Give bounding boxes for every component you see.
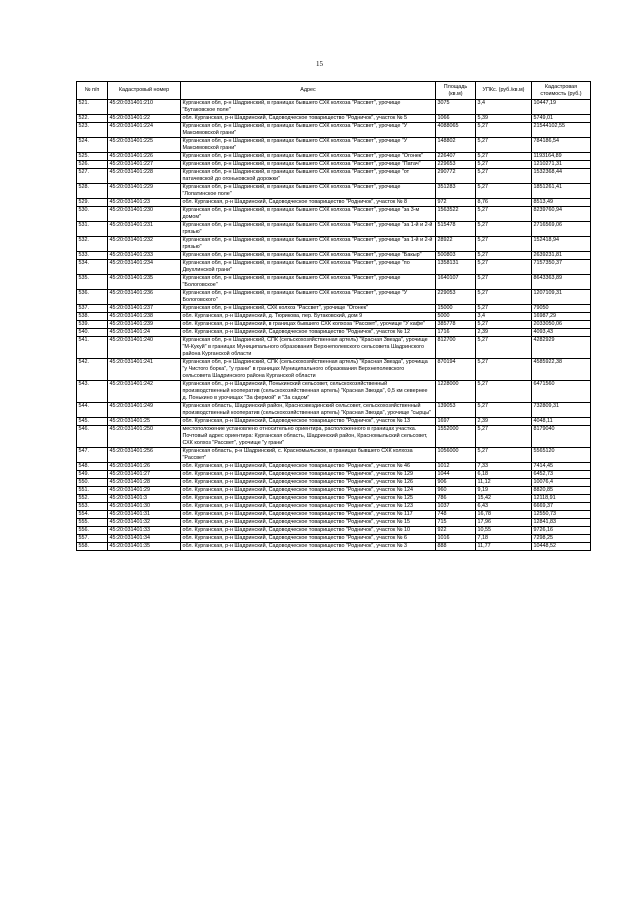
row-number-cell: 534. xyxy=(77,260,108,275)
row-number-cell: 553. xyxy=(77,503,108,511)
table-row xyxy=(77,463,591,471)
cadastral-number-cell: 45:20:031401:235 xyxy=(108,275,181,290)
cadastral-number-cell: 45:20:031401:249 xyxy=(108,403,181,418)
row-number-cell: 554. xyxy=(77,511,108,519)
upks-cell: 5,27 xyxy=(476,207,532,222)
upks-cell: 6,43 xyxy=(476,503,532,511)
cadastral-number-cell: 45:20:031401:229 xyxy=(108,184,181,199)
cadastral-number-cell: 45:20:031401:3 xyxy=(108,495,181,503)
cadastral-number-cell: 45:20:031401:250 xyxy=(108,426,181,448)
cadastral-cost-cell: 8820,85 xyxy=(532,487,591,495)
cadastral-number-cell: 45:20:031401:31 xyxy=(108,511,181,519)
table-row xyxy=(77,153,591,161)
area-cell: 1697 xyxy=(436,418,476,426)
area-cell: 812700 xyxy=(436,337,476,359)
cadastral-cost-cell: 2033050,06 xyxy=(532,321,591,329)
table-row xyxy=(77,138,591,153)
upks-cell: 5,27 xyxy=(476,381,532,403)
cadastral-cost-cell: 1207109,31 xyxy=(532,290,591,305)
row-number-cell: 530. xyxy=(77,207,108,222)
table-row xyxy=(77,535,591,543)
cadastral-cost-cell: 21544102,55 xyxy=(532,123,591,138)
area-cell: 715 xyxy=(436,519,476,527)
address-cell: Курганская обл, р-н Шадринский, в границах бывшего СХК колхоза "Рассвет", урочище "Бологовское" xyxy=(181,275,436,290)
area-cell: 972 xyxy=(436,199,476,207)
upks-cell: 5,27 xyxy=(476,161,532,169)
area-cell: 226407 xyxy=(436,153,476,161)
cadastral-cost-cell: 1193164,89 xyxy=(532,153,591,161)
table-row xyxy=(77,237,591,252)
cadastral-cost-cell: 732809,31 xyxy=(532,403,591,418)
table-row xyxy=(77,418,591,426)
address-cell: обл. Курганская, р-н Шадринский, Садоводческое товарищество "Родничок", участок № 13 xyxy=(181,418,436,426)
cadastral-cost-cell: 784186,54 xyxy=(532,138,591,153)
upks-cell: 11,77 xyxy=(476,543,532,551)
cadastral-number-cell: 45:20:031401:35 xyxy=(108,543,181,551)
cadastral-cost-cell: 2639231,81 xyxy=(532,252,591,260)
row-number-cell: 527. xyxy=(77,169,108,184)
upks-cell: 5,27 xyxy=(476,275,532,290)
area-cell: 786 xyxy=(436,495,476,503)
area-cell: 351283 xyxy=(436,184,476,199)
cadastral-number-cell: 45:20:031401:234 xyxy=(108,260,181,275)
area-cell: 1552000 xyxy=(436,426,476,448)
table-row xyxy=(77,123,591,138)
cadastral-number-cell: 45:20:031401:242 xyxy=(108,381,181,403)
address-cell: Курганская обл, р-н Шадринский, в границах бывшего СХК колхоза "Рассвет", урочище "У Бологовского" xyxy=(181,290,436,305)
row-number-cell: 543. xyxy=(77,381,108,403)
address-cell: местоположение установлено относительно ориентира, расположенного в границах участка. Почтовый адрес ориентира: Курганская область, Шадринский район, Красномыльский сельсовет, СХК колхоз "Рассвет", урочище "у грани" xyxy=(181,426,436,448)
row-number-cell: 558. xyxy=(77,543,108,551)
upks-cell: 16,78 xyxy=(476,511,532,519)
address-cell: обл. Курганская, р-н Шадринский, Садоводческое товарищество "Родничок", участок № 123 xyxy=(181,503,436,511)
area-cell: 385778 xyxy=(436,321,476,329)
upks-cell: 5,39 xyxy=(476,115,532,123)
table-row xyxy=(77,543,591,551)
upks-cell: 11,12 xyxy=(476,479,532,487)
table-row xyxy=(77,199,591,207)
cadastral-cost-cell: 6669,37 xyxy=(532,503,591,511)
table-row xyxy=(77,321,591,329)
upks-cell: 7,18 xyxy=(476,535,532,543)
area-cell: 28922 xyxy=(436,237,476,252)
upks-cell: 5,27 xyxy=(476,337,532,359)
cadastral-cost-cell: 7157350,37 xyxy=(532,260,591,275)
row-number-cell: 540. xyxy=(77,329,108,337)
row-number-cell: 545. xyxy=(77,418,108,426)
upks-cell: 5,27 xyxy=(476,359,532,381)
area-cell: 148802 xyxy=(436,138,476,153)
upks-cell: 5,27 xyxy=(476,426,532,448)
area-cell: 4088065 xyxy=(436,123,476,138)
upks-cell: 5,27 xyxy=(476,305,532,313)
row-number-cell: 555. xyxy=(77,519,108,527)
cadastral-cost-cell: 8239760,94 xyxy=(532,207,591,222)
address-cell: Курганская обл., р-н Шадринский, Понькинский сельсовет, сельскохозяйственный производственный кооператив (сельскохозяйственная артель) "Красная Звезда", 0,5 км севернее д. Понькино в урочищах "За фермой" и "За садом" xyxy=(181,381,436,403)
table-row xyxy=(77,313,591,321)
address-cell: обл. Курганская, р-н Шадринский, Садоводческое товарищество "Родничок", участок № 46 xyxy=(181,463,436,471)
area-cell: 5000 xyxy=(436,313,476,321)
page-number: 15 xyxy=(316,60,323,68)
row-number-cell: 526. xyxy=(77,161,108,169)
cadastral-number-cell: 45:20:031401:34 xyxy=(108,535,181,543)
cadastral-cost-cell: 4093,43 xyxy=(532,329,591,337)
address-cell: Курганская обл, р-н Шадринский, в границах бывшего СХК колхоза "Рассвет", урочище "от патачевской до огоньковской дорожки" xyxy=(181,169,436,184)
area-cell: 1640107 xyxy=(436,275,476,290)
cadastral-number-cell: 45:20:031401:233 xyxy=(108,252,181,260)
cadastral-number-cell: 45:20:031401:26 xyxy=(108,463,181,471)
cadastral-number-cell: 45:20:031401:27 xyxy=(108,471,181,479)
address-cell: Курганская обл, р-н Шадринский, в границах бывшего СХК колхоза "Рассвет", урочище "Лопатинское поле" xyxy=(181,184,436,199)
address-cell: обл. Курганская, р-н Шадринский, Садоводческое товарищество "Родничок", участок № 129 xyxy=(181,471,436,479)
cadastral-cost-cell: 10448,52 xyxy=(532,543,591,551)
cadastral-cost-cell: 4585922,38 xyxy=(532,359,591,381)
area-cell: 229653 xyxy=(436,161,476,169)
cadastral-cost-cell: 5565120 xyxy=(532,448,591,463)
upks-cell: 10,55 xyxy=(476,527,532,535)
cadastral-number-cell: 45:20:031401:227 xyxy=(108,161,181,169)
upks-cell: 5,27 xyxy=(476,290,532,305)
header-upks: УПКс. (руб./кв.м) xyxy=(476,82,532,100)
table-row xyxy=(77,487,591,495)
upks-cell: 2,39 xyxy=(476,329,532,337)
table-row xyxy=(77,290,591,305)
area-cell: 922 xyxy=(436,527,476,535)
row-number-cell: 532. xyxy=(77,237,108,252)
upks-cell: 5,27 xyxy=(476,260,532,275)
cadastral-cost-cell: 9726,16 xyxy=(532,527,591,535)
row-number-cell: 528. xyxy=(77,184,108,199)
table-header-row xyxy=(77,82,591,100)
address-cell: Курганская обл, р-н Шадринский, в границах бывшего СХК колхоза "Рассвет", урочище "У Максимовской грани" xyxy=(181,123,436,138)
upks-cell: 5,27 xyxy=(476,237,532,252)
area-cell: 748 xyxy=(436,511,476,519)
row-number-cell: 529. xyxy=(77,199,108,207)
address-cell: обл. Курганская, р-н Шадринский, Садоводческое товарищество "Родничок", участок № 117 xyxy=(181,511,436,519)
cadastral-cost-cell: 8643363,89 xyxy=(532,275,591,290)
area-cell: 1358131 xyxy=(436,260,476,275)
cadastral-number-cell: 45:20:031401:230 xyxy=(108,207,181,222)
header-address: Адрес xyxy=(181,82,436,100)
cadastral-number-cell: 45:20:031401:210 xyxy=(108,100,181,115)
row-number-cell: 550. xyxy=(77,479,108,487)
row-number-cell: 551. xyxy=(77,487,108,495)
area-cell: 1066 xyxy=(436,115,476,123)
table-row xyxy=(77,448,591,463)
table-row xyxy=(77,222,591,237)
cadastral-number-cell: 45:20:031401:226 xyxy=(108,153,181,161)
row-number-cell: 542. xyxy=(77,359,108,381)
row-number-cell: 544. xyxy=(77,403,108,418)
address-cell: Курганская обл, р-н Шадринский, СПК (сельскохозяйственная артель) "Красная Звезда", урочище "М-Кукуй" в границах Муниципального образования Верхнеполевского сельсовета Шадринского района Курганской области xyxy=(181,337,436,359)
cadastral-cost-cell: 1210271,31 xyxy=(532,161,591,169)
row-number-cell: 537. xyxy=(77,305,108,313)
cadastral-number-cell: 45:20:031401:241 xyxy=(108,359,181,381)
table-row xyxy=(77,252,591,260)
area-cell: 500803 xyxy=(436,252,476,260)
cadastral-number-cell: 45:20:031401:29 xyxy=(108,487,181,495)
cadastral-number-cell: 45:20:031401:256 xyxy=(108,448,181,463)
table-row xyxy=(77,527,591,535)
cadastral-number-cell: 45:20:031401:24 xyxy=(108,329,181,337)
cadastral-number-cell: 45:20:031401:236 xyxy=(108,290,181,305)
area-cell: 1563522 xyxy=(436,207,476,222)
upks-cell: 3,4 xyxy=(476,313,532,321)
cadastral-cost-cell: 4048,11 xyxy=(532,418,591,426)
row-number-cell: 549. xyxy=(77,471,108,479)
table-row xyxy=(77,503,591,511)
table-row xyxy=(77,511,591,519)
area-cell: 229053 xyxy=(436,290,476,305)
address-cell: обл. Курганская, р-н Шадринский, д. Тюрикова, пер. Бутаковский, дом 9 xyxy=(181,313,436,321)
address-cell: обл. Курганская, р-н Шадринский, Садоводческое товарищество "Родничок", участок № 3 xyxy=(181,543,436,551)
address-cell: обл. Курганская, р-н Шадринский, Садоводческое товарищество "Родничок", участок № 15 xyxy=(181,519,436,527)
address-cell: обл. Курганская, р-н Шадринский, Садоводческое товарищество "Родничок", участок № 10 xyxy=(181,527,436,535)
cadastral-cost-cell: 10447,19 xyxy=(532,100,591,115)
area-cell: 906 xyxy=(436,479,476,487)
table-row xyxy=(77,115,591,123)
cadastral-number-cell: 45:20:031401:238 xyxy=(108,313,181,321)
cadastral-cost-cell: 16987,29 xyxy=(532,313,591,321)
table-row xyxy=(77,207,591,222)
address-cell: обл. Курганская, р-н Шадринский, в границах бывшего СХК колхоза "Рассвет", урочище "У кафе" xyxy=(181,321,436,329)
row-number-cell: 535. xyxy=(77,275,108,290)
cadastral-cost-cell: 12550,73 xyxy=(532,511,591,519)
cadastral-cost-cell: 7298,25 xyxy=(532,535,591,543)
table-row xyxy=(77,471,591,479)
table-row xyxy=(77,495,591,503)
table-row xyxy=(77,359,591,381)
row-number-cell: 548. xyxy=(77,463,108,471)
table-row xyxy=(77,329,591,337)
row-number-cell: 531. xyxy=(77,222,108,237)
cadastral-number-cell: 45:20:031401:231 xyxy=(108,222,181,237)
address-cell: обл. Курганская, р-н Шадринский, Садоводческое товарищество "Родничок", участок № 12 xyxy=(181,329,436,337)
cadastral-number-cell: 45:20:031401:30 xyxy=(108,503,181,511)
cadastral-cost-cell: 8513,49 xyxy=(532,199,591,207)
cadastral-number-cell: 45:20:031401:228 xyxy=(108,169,181,184)
cadastral-number-cell: 45:20:031401:224 xyxy=(108,123,181,138)
row-number-cell: 546. xyxy=(77,426,108,448)
row-number-cell: 524. xyxy=(77,138,108,153)
table-row xyxy=(77,161,591,169)
header-area: Площадь (кв.м) xyxy=(436,82,476,100)
upks-cell: 8,76 xyxy=(476,199,532,207)
cadastral-cost-cell: 6452,73 xyxy=(532,471,591,479)
address-cell: обл. Курганская, р-н Шадринский, Садоводческое товарищество "Родничок", участок № 126 xyxy=(181,479,436,487)
upks-cell: 5,27 xyxy=(476,448,532,463)
address-cell: обл. Курганская, р-н Шадринский, Садоводческое товарищество "Родничок", участок № 5 xyxy=(181,115,436,123)
cadastral-number-cell: 45:20:031401:32 xyxy=(108,519,181,527)
address-cell: Курганская обл, р-н Шадринский, СПК (сельскохозяйственная артель) "Красная Звезда", урочища "у Чистого борка", "у грани" в границах Муниципального образования Верхнеполевского сельсовета Шадринского района Курганской области xyxy=(181,359,436,381)
address-cell: обл. Курганская, р-н Шадринский, Садоводческое товарищество "Родничок", участок № 124 xyxy=(181,487,436,495)
upks-cell: 15,42 xyxy=(476,495,532,503)
row-number-cell: 547. xyxy=(77,448,108,463)
area-cell: 1044 xyxy=(436,471,476,479)
cadastral-number-cell: 45:20:031401:25 xyxy=(108,418,181,426)
area-cell: 290772 xyxy=(436,169,476,184)
upks-cell: 5,27 xyxy=(476,252,532,260)
address-cell: Курганская область, р-н Шадринский, с. Красномыльское, в границах бывшего СХК колхоза "Рассвет" xyxy=(181,448,436,463)
cadastral-number-cell: 45:20:031401:225 xyxy=(108,138,181,153)
area-cell: 15000 xyxy=(436,305,476,313)
address-cell: Курганская обл, р-н Шадринский, в границах бывшего СХК колхоза "Рассвет", урочище "Огонек" xyxy=(181,153,436,161)
table-row xyxy=(77,100,591,115)
upks-cell: 5,27 xyxy=(476,169,532,184)
row-number-cell: 539. xyxy=(77,321,108,329)
upks-cell: 5,27 xyxy=(476,123,532,138)
row-number-cell: 522. xyxy=(77,115,108,123)
cadastral-table xyxy=(76,81,591,551)
cadastral-number-cell: 45:20:031401:239 xyxy=(108,321,181,329)
cadastral-cost-cell: 12118,91 xyxy=(532,495,591,503)
cadastral-cost-cell: 2716569,06 xyxy=(532,222,591,237)
area-cell: 1716 xyxy=(436,329,476,337)
table-row xyxy=(77,426,591,448)
address-cell: Курганская обл, р-н Шадринский, в границах бывшего СХК колхоза "Рассвет", урочище "за 3-м домом" xyxy=(181,207,436,222)
cadastral-number-cell: 45:20:031401:22 xyxy=(108,115,181,123)
cadastral-cost-cell: 12841,83 xyxy=(532,519,591,527)
table-row xyxy=(77,381,591,403)
row-number-cell: 523. xyxy=(77,123,108,138)
area-cell: 888 xyxy=(436,543,476,551)
row-number-cell: 552. xyxy=(77,495,108,503)
cadastral-number-cell: 45:20:031401:240 xyxy=(108,337,181,359)
row-number-cell: 556. xyxy=(77,527,108,535)
area-cell: 960 xyxy=(436,487,476,495)
cadastral-number-cell: 45:20:031401:33 xyxy=(108,527,181,535)
upks-cell: 5,27 xyxy=(476,222,532,237)
area-cell: 3075 xyxy=(436,100,476,115)
table-row xyxy=(77,479,591,487)
table-row xyxy=(77,403,591,418)
address-cell: Курганская обл, р-н Шадринский, в границах бывшего СХК колхоза "Рассвет", урочище "Бутаковское поле" xyxy=(181,100,436,115)
address-cell: обл. Курганская, р-н Шадринский, Садоводческое товарищество "Родничок", участок № 6 xyxy=(181,535,436,543)
upks-cell: 3,4 xyxy=(476,100,532,115)
upks-cell: 6,18 xyxy=(476,471,532,479)
row-number-cell: 557. xyxy=(77,535,108,543)
row-number-cell: 541. xyxy=(77,337,108,359)
header-cost: Кадастровая стоимость (руб.) xyxy=(532,82,591,100)
table-row xyxy=(77,275,591,290)
address-cell: Курганская обл, р-н Шадринский, в границах бывшего СХК колхоза "Рассвет", урочище "за 1-й и 2-й грязью" xyxy=(181,222,436,237)
table-row xyxy=(77,169,591,184)
upks-cell: 5,27 xyxy=(476,138,532,153)
cadastral-cost-cell: 152418,94 xyxy=(532,237,591,252)
address-cell: Курганская обл, р-н Шадринский, СХК колхоз "Рассвет", урочище "Огонек" xyxy=(181,305,436,313)
upks-cell: 7,33 xyxy=(476,463,532,471)
address-cell: Курганская обл, р-н Шадринский, в границах бывшего СХК колхоза "Рассвет", урочище "У Максимовской грани" xyxy=(181,138,436,153)
row-number-cell: 525. xyxy=(77,153,108,161)
cadastral-cost-cell: 5749,01 xyxy=(532,115,591,123)
area-cell: 870194 xyxy=(436,359,476,381)
cadastral-cost-cell: 8179040 xyxy=(532,426,591,448)
cadastral-cost-cell: 79050 xyxy=(532,305,591,313)
cadastral-cost-cell: 4282929 xyxy=(532,337,591,359)
header-num: № п/п xyxy=(77,82,108,100)
row-number-cell: 533. xyxy=(77,252,108,260)
table-row xyxy=(77,260,591,275)
upks-cell: 17,96 xyxy=(476,519,532,527)
address-cell: Курганская обл, р-н Шадринский, в границах бывшего СХК колхоза "Рассвет", урочище "по Двухлинской грани" xyxy=(181,260,436,275)
address-cell: обл. Курганская, р-н Шадринский, Садоводческое товарищество "Родничок", участок № 125 xyxy=(181,495,436,503)
upks-cell: 9,19 xyxy=(476,487,532,495)
address-cell: Курганская обл, р-н Шадринский, в границах бывшего СХК колхоза "Рассвет", урочище "Патач" xyxy=(181,161,436,169)
address-cell: Курганская обл, р-н Шадринский, в границах бывшего СХК колхоза "Рассвет", урочище "Бакыр" xyxy=(181,252,436,260)
cadastral-number-cell: 45:20:031401:237 xyxy=(108,305,181,313)
upks-cell: 5,27 xyxy=(476,403,532,418)
upks-cell: 5,27 xyxy=(476,153,532,161)
cadastral-cost-cell: 1532368,44 xyxy=(532,169,591,184)
cadastral-number-cell: 45:20:031401:23 xyxy=(108,199,181,207)
table-row xyxy=(77,519,591,527)
address-cell: Курганская обл, р-н Шадринский, в границах бывшего СХК колхоза "Рассвет", урочище "за 1-й и 2-й грязью" xyxy=(181,237,436,252)
header-cadastral-number: Кадастровый номер xyxy=(108,82,181,100)
table-row xyxy=(77,305,591,313)
area-cell: 515478 xyxy=(436,222,476,237)
cadastral-cost-cell: 7414,45 xyxy=(532,463,591,471)
address-cell: обл. Курганская, р-н Шадринский, Садоводческое товарищество "Родничок", участок № 8 xyxy=(181,199,436,207)
table-row xyxy=(77,184,591,199)
row-number-cell: 538. xyxy=(77,313,108,321)
row-number-cell: 521. xyxy=(77,100,108,115)
address-cell: Курганская область, Шадринский район, Красноэвездинский сельсовет, сельскохозяйственный производственный кооператив (сельскохозяйственная артель) "Красная Звезда", урочище "сырцы" xyxy=(181,403,436,418)
area-cell: 1016 xyxy=(436,535,476,543)
area-cell: 1037 xyxy=(436,503,476,511)
table-row xyxy=(77,337,591,359)
cadastral-cost-cell: 6471560 xyxy=(532,381,591,403)
area-cell: 1012 xyxy=(436,463,476,471)
cadastral-number-cell: 45:20:031401:28 xyxy=(108,479,181,487)
area-cell: 139053 xyxy=(436,403,476,418)
row-number-cell: 536. xyxy=(77,290,108,305)
cadastral-cost-cell: 10076,4 xyxy=(532,479,591,487)
upks-cell: 2,39 xyxy=(476,418,532,426)
upks-cell: 5,27 xyxy=(476,184,532,199)
area-cell: 1228000 xyxy=(436,381,476,403)
cadastral-cost-cell: 1851261,41 xyxy=(532,184,591,199)
area-cell: 1056000 xyxy=(436,448,476,463)
upks-cell: 5,27 xyxy=(476,321,532,329)
cadastral-number-cell: 45:20:031401:232 xyxy=(108,237,181,252)
